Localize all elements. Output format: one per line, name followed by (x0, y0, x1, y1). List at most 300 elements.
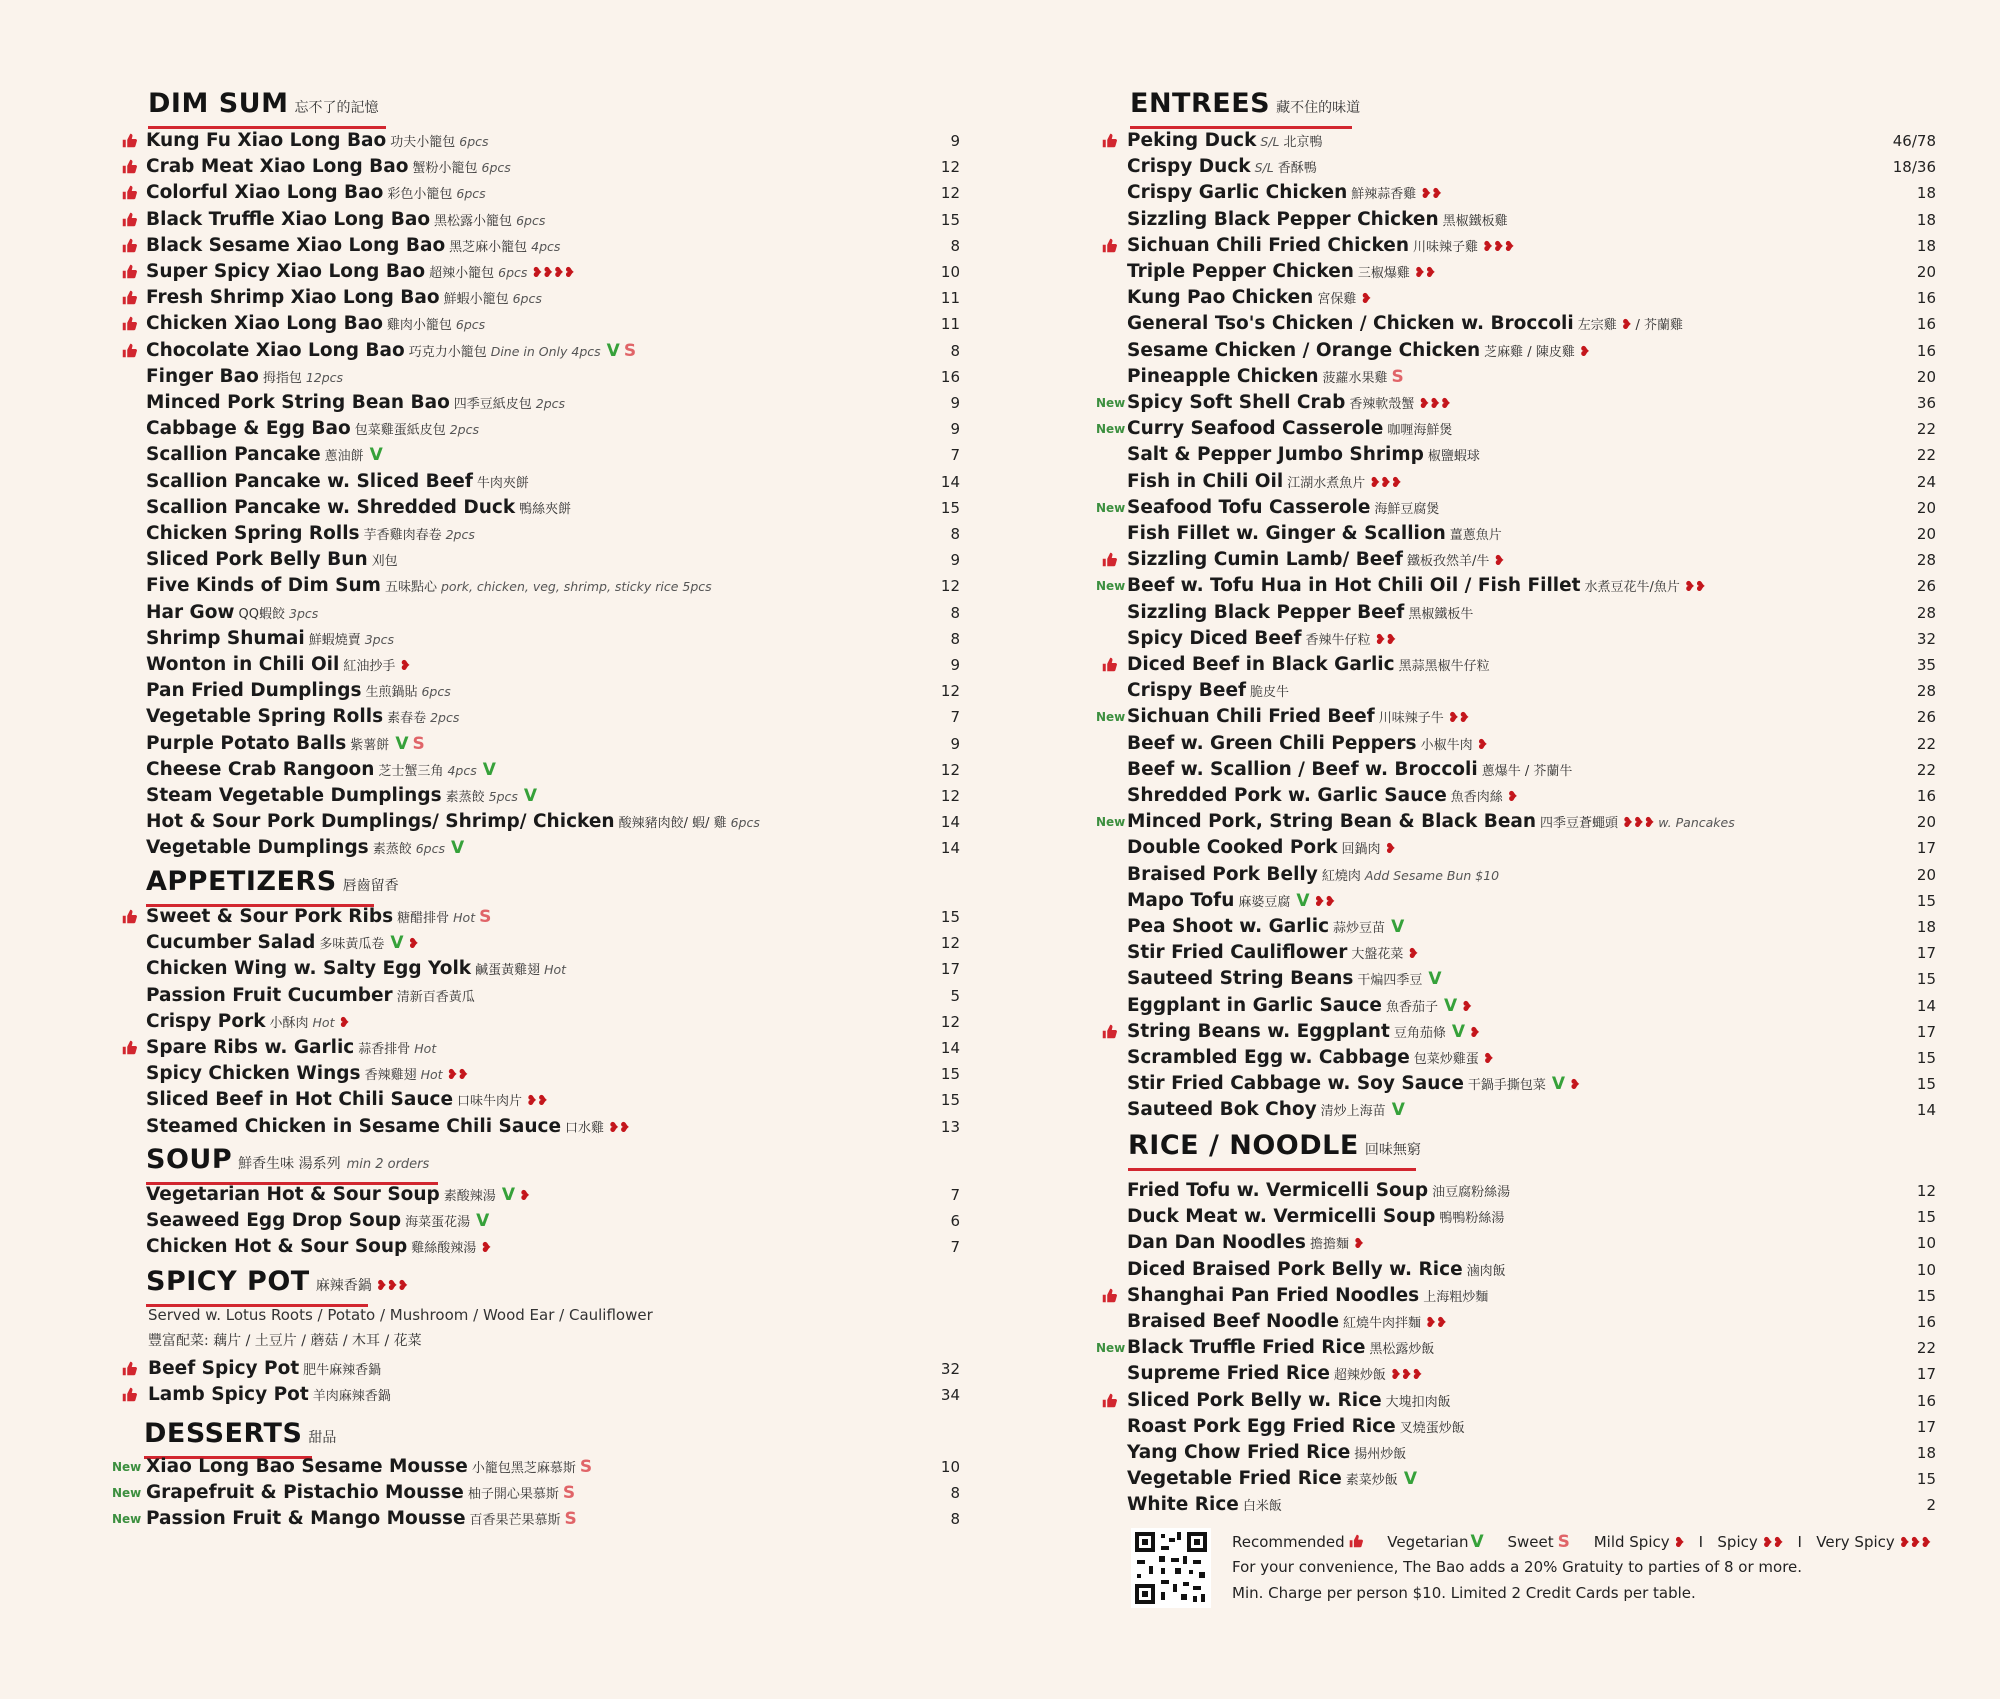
menu-item (146, 547, 398, 573)
sweet-icon: S (1557, 1532, 1570, 1552)
chili-icon: ❥ (1620, 317, 1632, 333)
menu-item (1127, 600, 1473, 626)
item-name: Triple Pepper Chicken (1127, 261, 1354, 282)
item-name-cn: 蒜香排骨 (358, 1042, 411, 1057)
item-name-cn: 薑蔥魚片 (1449, 528, 1502, 543)
legend-spicy: Spicy (1717, 1533, 1758, 1551)
legend-min-charge: Min. Charge per person $10. Limited 2 Credit Cards per table. (1232, 1584, 1696, 1602)
thumbs-up-icon (1102, 133, 1117, 148)
item-name: Wonton in Chili Oil (146, 654, 340, 675)
item-name: Salt & Pepper Jumbo Shrimp (1127, 444, 1424, 465)
item-name-cn: 拇指包 (262, 371, 302, 386)
item-price: 12 (940, 787, 960, 805)
new-badge: New (112, 1512, 142, 1526)
item-name-cn: 水煮豆花牛/魚片 (1584, 580, 1680, 595)
menu-item (1127, 154, 1317, 180)
item-note: 2pcs (445, 527, 475, 542)
item-price: 8 (950, 604, 960, 622)
menu-item (1127, 1097, 1405, 1123)
item-price: 28 (1916, 604, 1936, 622)
section-header-rice (1128, 1130, 1421, 1168)
menu-item (146, 626, 394, 652)
section-title-cn: 麻辣香鍋 (315, 1278, 372, 1294)
chili-icon: ❥ (1461, 999, 1472, 1015)
section-title: APPETIZERS (146, 866, 337, 897)
legend-gratuity: For your convenience, The Bao adds a 20% Gratuity to parties of 8 or more. (1232, 1558, 1803, 1576)
spicypot-served: Served w. Lotus Roots / Potato / Mushroom / Wood Ear / Cauliflower (148, 1306, 653, 1324)
menu-item (1127, 1257, 1506, 1283)
item-note: 5pcs (488, 789, 518, 804)
legend-separator: I (1797, 1533, 1802, 1551)
sweet-icon: S (479, 907, 492, 927)
new-badge: New (1096, 1341, 1126, 1355)
menu-item (146, 678, 451, 704)
item-name-cn: 揚州炒飯 (1354, 1447, 1407, 1462)
item-name: Chicken Spring Rolls (146, 523, 360, 544)
item-name: Passion Fruit Cucumber (146, 985, 393, 1006)
item-price: 22 (1916, 446, 1936, 464)
item-price: 8 (950, 525, 960, 543)
item-name: Beef Spicy Pot (148, 1358, 300, 1379)
item-note: Dine in Only 4pcs (490, 344, 601, 359)
item-name: Vegetable Spring Rolls (146, 706, 384, 727)
item-price: 12 (940, 761, 960, 779)
new-badge: New (1096, 579, 1126, 593)
section-header-desserts (144, 1418, 336, 1456)
menu-item (1127, 1388, 1451, 1414)
item-name: Beef w. Tofu Hua in Hot Chili Oil / Fish Fillet (1127, 575, 1581, 596)
sweet-icon: S (623, 341, 637, 361)
item-name-cn: 芝士蟹三角 (378, 764, 444, 779)
item-name-cn: 蟹粉小籠包 (412, 161, 478, 176)
section-header-appetizers (146, 866, 399, 904)
item-name-cn: 清新百香黃瓜 (396, 990, 475, 1005)
item-name: Sichuan Chili Fried Chicken (1127, 235, 1410, 256)
new-badge: New (112, 1460, 142, 1474)
section-underline (1128, 1168, 1416, 1171)
item-price: 7 (950, 446, 960, 464)
item-name: Sesame Chicken / Orange Chicken (1127, 340, 1481, 361)
item-price: 8 (950, 1484, 960, 1502)
menu-item (146, 338, 636, 364)
menu-item (1127, 1045, 1494, 1071)
item-name: Pea Shoot w. Garlic (1127, 916, 1330, 937)
item-price: 7 (950, 1238, 960, 1256)
item-name-cn: 川味辣子牛 (1378, 711, 1444, 726)
item-name-cn: 紅燒肉 (1321, 869, 1361, 884)
item-name: Sichuan Chili Fried Beef (1127, 706, 1375, 727)
item-name-cn: 彩色小籠包 (387, 187, 453, 202)
item-price: 14 (1916, 1101, 1936, 1119)
item-name: Sizzling Cumin Lamb/ Beef (1127, 549, 1403, 570)
menu-item (1127, 495, 1439, 521)
menu-item (1127, 914, 1404, 940)
item-name: Chocolate Xiao Long Bao (146, 340, 405, 361)
vegetarian-icon: V (1444, 996, 1458, 1016)
item-name-cn: 素菜炒飯 (1345, 1473, 1398, 1488)
item-name: Crab Meat Xiao Long Bao (146, 156, 409, 177)
item-name: Curry Seafood Casserole (1127, 418, 1384, 439)
item-name-cn: 海鮮豆腐煲 (1374, 502, 1440, 517)
item-name-cn: 黑蒜黑椒牛仔粒 (1398, 659, 1490, 674)
item-price: 7 (950, 708, 960, 726)
item-name-cn: 麻婆豆腐 (1238, 895, 1291, 910)
item-name-cn: 香辣牛仔粒 (1305, 633, 1371, 648)
item-name-cn: 紫薯餅 (350, 738, 390, 753)
menu-item (146, 1208, 489, 1234)
sweet-icon: S (562, 1483, 576, 1503)
vegetarian-icon: V (1391, 1100, 1405, 1120)
menu-item (146, 469, 529, 495)
item-name-cn: 清炒上海苗 (1320, 1104, 1386, 1119)
legend-sweet: Sweet (1507, 1533, 1554, 1551)
item-price: 20 (1916, 813, 1936, 831)
item-name-cn: 四季豆蒼蠅頭 (1540, 816, 1619, 831)
item-price: 14 (940, 813, 960, 831)
item-price: 15 (940, 211, 960, 229)
item-name: Black Truffle Fried Rice (1127, 1337, 1366, 1358)
item-name-cn: 鴨絲夾餅 (519, 502, 572, 517)
item-price: 20 (1916, 866, 1936, 884)
legend-recommended: Recommended (1232, 1533, 1345, 1551)
chili-icon: ❥❥ (608, 1120, 630, 1136)
item-note: 6pcs (459, 134, 489, 149)
chili-icon: ❥ (1493, 553, 1505, 569)
item-price: 10 (940, 1458, 960, 1476)
item-name-cn: 小籠包黑芝麻慕斯 (471, 1461, 576, 1476)
menu-item (146, 521, 475, 547)
section-header-soup (146, 1144, 429, 1182)
item-note: 6pcs (455, 317, 486, 332)
vegetarian-icon: V (1470, 1532, 1484, 1552)
item-name-cn: 干煸四季豆 (1357, 973, 1423, 988)
item-name: Cheese Crab Rangoon (146, 759, 375, 780)
item-note: Hot (312, 1015, 335, 1030)
vegetarian-icon: V (1551, 1074, 1566, 1094)
section-title: RICE / NOODLE (1128, 1130, 1359, 1161)
menu-item (146, 180, 486, 206)
menu-item (148, 1356, 381, 1382)
item-note: Hot (420, 1067, 443, 1082)
item-price: 15 (940, 908, 960, 926)
menu-item (146, 1454, 592, 1480)
chili-icon: ❥ (1506, 789, 1518, 805)
item-price: 15 (1916, 1075, 1936, 1093)
legend-separator: I (1698, 1533, 1704, 1551)
thumbs-up-icon (1102, 1024, 1117, 1039)
menu-item (1127, 128, 1323, 154)
item-name-cn: 雞絲酸辣湯 (411, 1241, 477, 1256)
item-name: Pan Fried Dumplings (146, 680, 362, 701)
item-name: Steamed Chicken in Sesame Chili Sauce (146, 1116, 562, 1137)
thumbs-up-icon (1102, 657, 1117, 672)
chili-icon: ❥ (1476, 737, 1488, 753)
item-name-cn: 三椒爆雞 (1357, 266, 1410, 281)
item-name-cn: 糖醋排骨 (397, 911, 450, 926)
item-name-cn: 鮮辣蒜香雞 (1351, 187, 1417, 202)
item-name: Black Sesame Xiao Long Bao (146, 235, 446, 256)
item-name-cn: 北京鴨 (1283, 135, 1323, 150)
menu-item (146, 757, 496, 783)
item-name-cn: 擔擔麵 (1309, 1237, 1349, 1252)
thumbs-up-icon (122, 316, 137, 331)
menu-item (146, 442, 383, 468)
item-price: 10 (1916, 1261, 1936, 1279)
item-price: 32 (940, 1360, 960, 1378)
sweet-icon: S (412, 734, 425, 754)
item-name: Colorful Xiao Long Bao (146, 182, 384, 203)
item-name: Black Truffle Xiao Long Bao (146, 209, 431, 230)
item-name-cn: 五味點心 (384, 580, 437, 595)
item-name-cn: / 芥蘭雞 (1635, 318, 1683, 333)
item-name-cn: 芝麻雞 / 陳皮雞 (1484, 345, 1575, 360)
item-name: Finger Bao (146, 366, 259, 387)
item-price: 15 (940, 499, 960, 517)
item-note: 6pcs (456, 186, 486, 201)
menu-item (146, 652, 410, 678)
item-note: Add Sesame Bun $10 (1364, 868, 1500, 883)
chili-icon: ❥❥ (1425, 1315, 1447, 1331)
item-name-cn: 肥牛麻辣香鍋 (303, 1363, 382, 1378)
item-note: Hot (453, 910, 476, 925)
chili-icon: ❥ (480, 1240, 492, 1256)
item-price: 14 (1916, 997, 1936, 1015)
item-price: 14 (940, 1039, 960, 1057)
item-name-cn: 海菜蛋花湯 (405, 1215, 471, 1230)
menu-item (146, 233, 560, 259)
item-price: 18 (1916, 184, 1936, 202)
item-name: Braised Beef Noodle (1127, 1311, 1340, 1332)
menu-item (1127, 547, 1504, 573)
item-note: 4pcs (447, 763, 477, 778)
new-badge: New (1096, 501, 1126, 515)
item-price: 15 (940, 1065, 960, 1083)
menu-item (146, 154, 511, 180)
chili-icon: ❥❥ (446, 1067, 469, 1083)
item-price: 15 (1916, 1287, 1936, 1305)
vegetarian-icon: V (369, 445, 383, 465)
item-price: 22 (1916, 761, 1936, 779)
item-name: Spicy Diced Beef (1127, 628, 1302, 649)
item-name: Minced Pork, String Bean & Black Bean (1127, 811, 1537, 832)
item-name-cn: 超辣小籠包 (429, 266, 495, 281)
item-name-cn: 鴨鴨粉絲湯 (1439, 1211, 1505, 1226)
menu-item (1127, 311, 1683, 337)
item-name: Vegetable Fried Rice (1127, 1468, 1342, 1489)
section-title-cn: 唇齒留香 (342, 878, 399, 894)
menu-item (1127, 678, 1289, 704)
item-price: 18/36 (1892, 158, 1936, 176)
vegetarian-icon: V (523, 786, 538, 806)
menu-item (1127, 285, 1371, 311)
item-name: Har Gow (146, 602, 235, 623)
menu-item (1127, 652, 1490, 678)
vegetarian-icon: V (451, 838, 465, 858)
item-name-cn: 蔥油餅 (324, 449, 364, 464)
item-name-cn: 鐵板孜然羊/牛 (1406, 554, 1490, 569)
item-price: 15 (1916, 970, 1936, 988)
item-name: Seafood Tofu Casserole (1127, 497, 1371, 518)
item-name: Purple Potato Balls (146, 733, 347, 754)
item-name-cn: 滷肉飯 (1466, 1264, 1506, 1279)
thumbs-up-icon (122, 133, 137, 148)
item-price: 12 (940, 934, 960, 952)
item-price: 20 (1916, 499, 1936, 517)
item-name-cn: 回鍋肉 (1341, 842, 1381, 857)
menu-item (1127, 993, 1472, 1019)
item-name: Scallion Pancake w. Sliced Beef (146, 471, 473, 492)
item-name-cn: 蔥爆牛 / 芥蘭牛 (1481, 764, 1573, 779)
chili-icon: ❥❥ (1683, 579, 1706, 595)
sweet-icon: S (579, 1457, 593, 1477)
item-name: Sliced Beef in Hot Chili Sauce (146, 1089, 454, 1110)
qr-code-icon (1131, 1528, 1211, 1608)
item-price: 2 (1926, 1496, 1936, 1514)
item-price: 17 (1916, 1418, 1936, 1436)
thumbs-up-icon (1102, 1393, 1117, 1408)
legend-vegetarian: Vegetarian (1387, 1533, 1469, 1551)
item-name: Supreme Fried Rice (1127, 1363, 1330, 1384)
item-note: 4pcs (531, 239, 561, 254)
item-name-cn: 芋香雞肉春卷 (363, 528, 442, 543)
item-price: 17 (1916, 1365, 1936, 1383)
item-price: 15 (940, 1091, 960, 1109)
item-name-cn: 刈包 (371, 554, 398, 569)
item-price: 26 (1916, 708, 1936, 726)
new-badge: New (1096, 710, 1126, 724)
menu-item (1127, 940, 1418, 966)
item-price: 18 (1916, 237, 1936, 255)
menu-item (1127, 573, 1705, 599)
item-price: 15 (1916, 1208, 1936, 1226)
item-price: 22 (1916, 420, 1936, 438)
chili-icon: ❥ (518, 1188, 530, 1204)
section-note: min 2 orders (346, 1157, 430, 1172)
legend-very: Very Spicy (1816, 1533, 1895, 1551)
item-price: 10 (1916, 1234, 1936, 1252)
item-name: Spicy Soft Shell Crab (1127, 392, 1346, 413)
item-note: 6pcs (512, 291, 542, 306)
item-name-cn: 川味辣子雞 (1413, 240, 1479, 255)
item-name: White Rice (1127, 1494, 1239, 1515)
chili-icon: ❥❥ (1761, 1535, 1784, 1551)
item-price: 26 (1916, 577, 1936, 595)
item-name: Crispy Pork (146, 1011, 266, 1032)
menu-item (1127, 626, 1396, 652)
menu-item (146, 1506, 577, 1532)
menu-item (1127, 180, 1442, 206)
item-name-cn: 紅燒牛肉拌麵 (1343, 1316, 1422, 1331)
new-badge: New (1096, 422, 1126, 436)
menu-item (146, 704, 459, 730)
item-price: 28 (1916, 551, 1936, 569)
item-size: S/L (1254, 160, 1274, 175)
menu-item (1127, 1019, 1480, 1045)
menu-item (1127, 338, 1590, 364)
item-name-cn: 叉燒蛋炒飯 (1399, 1421, 1465, 1436)
new-badge: New (1096, 815, 1126, 829)
item-name-cn: 鮮蝦小籠包 (443, 292, 509, 307)
menu-item (1127, 364, 1404, 390)
menu-item (146, 207, 545, 233)
item-name-cn: 魚香茄子 (1385, 1000, 1438, 1015)
item-note: 6pcs (415, 841, 445, 856)
item-price: 7 (950, 1186, 960, 1204)
item-name-cn: 鹹蛋黃雞翅 (475, 963, 541, 978)
qr-code[interactable] (1131, 1528, 1211, 1608)
chili-icon: ❥❥❥ (1482, 239, 1515, 255)
item-name: Pineapple Chicken (1127, 366, 1319, 387)
menu-item (1127, 731, 1487, 757)
item-name-cn: 大塊扣肉飯 (1385, 1395, 1451, 1410)
item-note: pork, chicken, veg, shrimp, sticky rice 5pcs (440, 579, 712, 594)
item-price: 22 (1916, 1339, 1936, 1357)
item-price: 15 (1916, 1470, 1936, 1488)
chili-icon: ❥❥ (526, 1093, 548, 1109)
item-name: Kung Fu Xiao Long Bao (146, 130, 387, 151)
item-name: Fish Fillet w. Ginger & Scallion (1127, 523, 1446, 544)
item-name-cn: 小酥肉 (269, 1016, 309, 1031)
item-name-cn: 口水雞 (565, 1121, 605, 1136)
item-name: Double Cooked Pork (1127, 837, 1338, 858)
menu-item (146, 783, 537, 809)
item-name: Fried Tofu w. Vermicelli Soup (1127, 1180, 1429, 1201)
menu-item (1127, 259, 1435, 285)
item-price: 22 (1916, 735, 1936, 753)
item-price: 36 (1916, 394, 1936, 412)
item-name-cn: 鮮蝦燒賣 (308, 633, 361, 648)
item-price: 8 (950, 237, 960, 255)
item-price: 8 (950, 1510, 960, 1528)
item-name-cn: 巧克力小籠包 (408, 345, 487, 360)
item-price: 16 (940, 368, 960, 386)
item-name: Crispy Duck (1127, 156, 1251, 177)
item-price: 9 (950, 551, 960, 569)
item-name-cn: 香酥鴨 (1277, 161, 1317, 176)
item-name: Grapefruit & Pistachio Mousse (146, 1482, 464, 1503)
section-title-cn: 藏不住的味道 (1276, 100, 1361, 116)
item-price: 18 (1916, 918, 1936, 936)
item-name: Cucumber Salad (146, 932, 316, 953)
menu-item (146, 573, 712, 599)
item-name: Passion Fruit & Mango Mousse (146, 1508, 466, 1529)
menu-item (1127, 1361, 1422, 1387)
chili-icon: ❥ (1569, 1077, 1580, 1093)
thumbs-up-icon (1102, 238, 1117, 253)
item-name-cn: 素酸辣湯 (443, 1189, 496, 1204)
item-price: 32 (1916, 630, 1936, 648)
item-name: Beef w. Scallion / Beef w. Broccoli (1127, 759, 1478, 780)
item-price: 20 (1916, 368, 1936, 386)
item-name: Shredded Pork w. Garlic Sauce (1127, 785, 1447, 806)
item-name: Sizzling Black Pepper Chicken (1127, 209, 1439, 230)
item-note: Hot (414, 1041, 437, 1056)
item-price: 9 (950, 656, 960, 674)
item-name-cn: 黑椒鐵板牛 (1408, 607, 1474, 622)
menu-item (1127, 521, 1502, 547)
item-price: 20 (1916, 525, 1936, 543)
menu-item (1127, 233, 1514, 259)
item-name: Vegetarian Hot & Sour Soup (146, 1184, 440, 1205)
item-price: 16 (1916, 787, 1936, 805)
thumbs-up-icon (122, 1387, 137, 1402)
new-badge: New (1096, 396, 1126, 410)
item-price: 24 (1916, 473, 1936, 491)
menu-item (1127, 1204, 1504, 1230)
item-name-cn: 黑松露炒飯 (1369, 1342, 1435, 1357)
item-name-cn: 包菜炒雞蛋 (1413, 1052, 1479, 1067)
item-price: 18 (1916, 211, 1936, 229)
